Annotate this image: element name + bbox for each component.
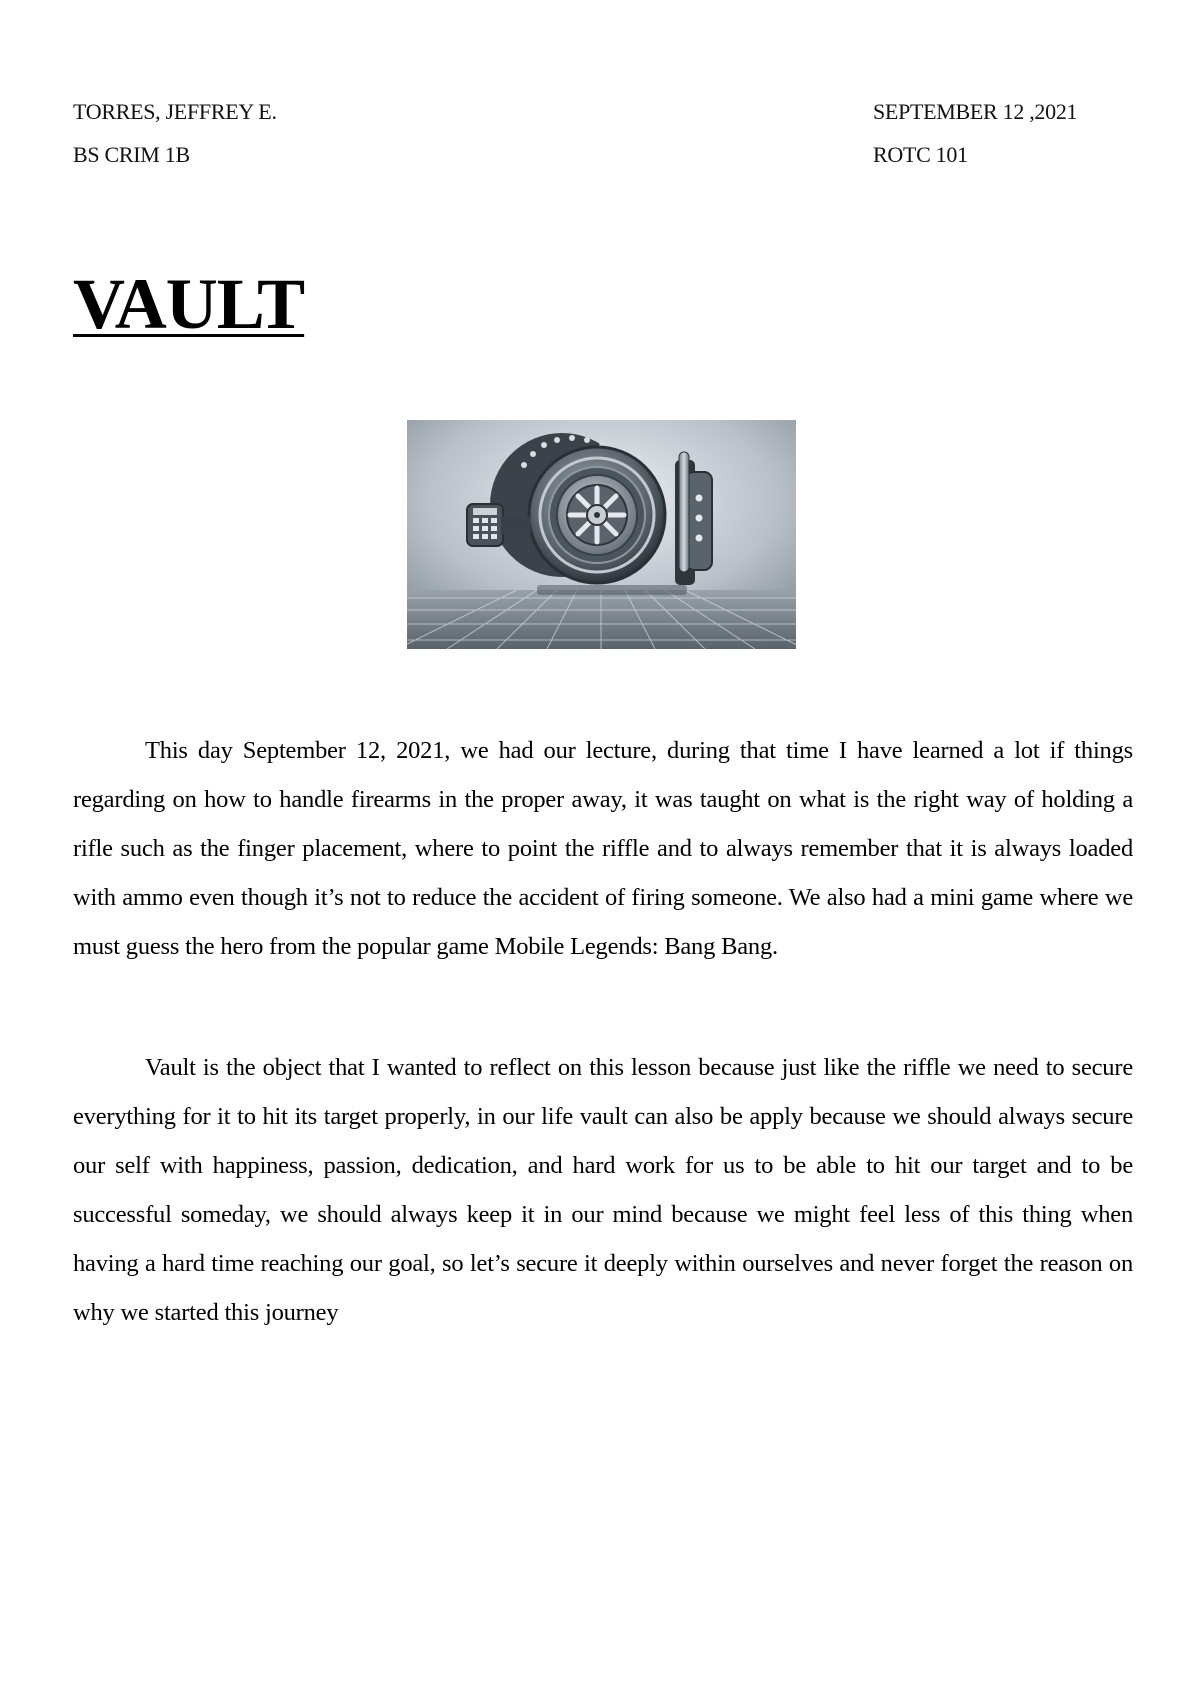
body-paragraph-2 [73,1043,1133,1337]
document-title: VAULT [73,264,305,344]
vault-door-icon [407,420,796,649]
subject-code: ROTC 101 [873,142,968,167]
body-paragraph-1 [73,726,1133,971]
student-name: TORRES, JEFFREY E. [73,99,277,124]
paragraph-text: This day September 12, 2021, we had our lecture, during that time I have learned a lot if things regarding on how to handle firearms in the proper away, it was taught on what is the right way of holding a rifle such as the finger placement, where to point the riffle and to always remember that it is always loaded with ammo even though it’s not to reduce the accident of firing someone. We also had a mini game where we must guess the hero from the popular game Mobile Legends: Bang Bang. [73,737,1133,960]
paragraph-text: Vault is the object that I wanted to reflect on this lesson because just like the riffle we need to secure everything for it to hit its target properly, in our life vault can also be apply because we should always secure our self with happiness, passion, dedication, and hard work for us to be able to hit our target and to be successful someday, we should always keep it in our mind because we might feel less of this thing when having a hard time reaching our goal, so let’s secure it deeply within ourselves and never forget the reason on why we started this journey [73,1054,1133,1326]
student-course: BS CRIM 1B [73,142,190,167]
document-date: SEPTEMBER 12 ,2021 [873,99,1078,124]
